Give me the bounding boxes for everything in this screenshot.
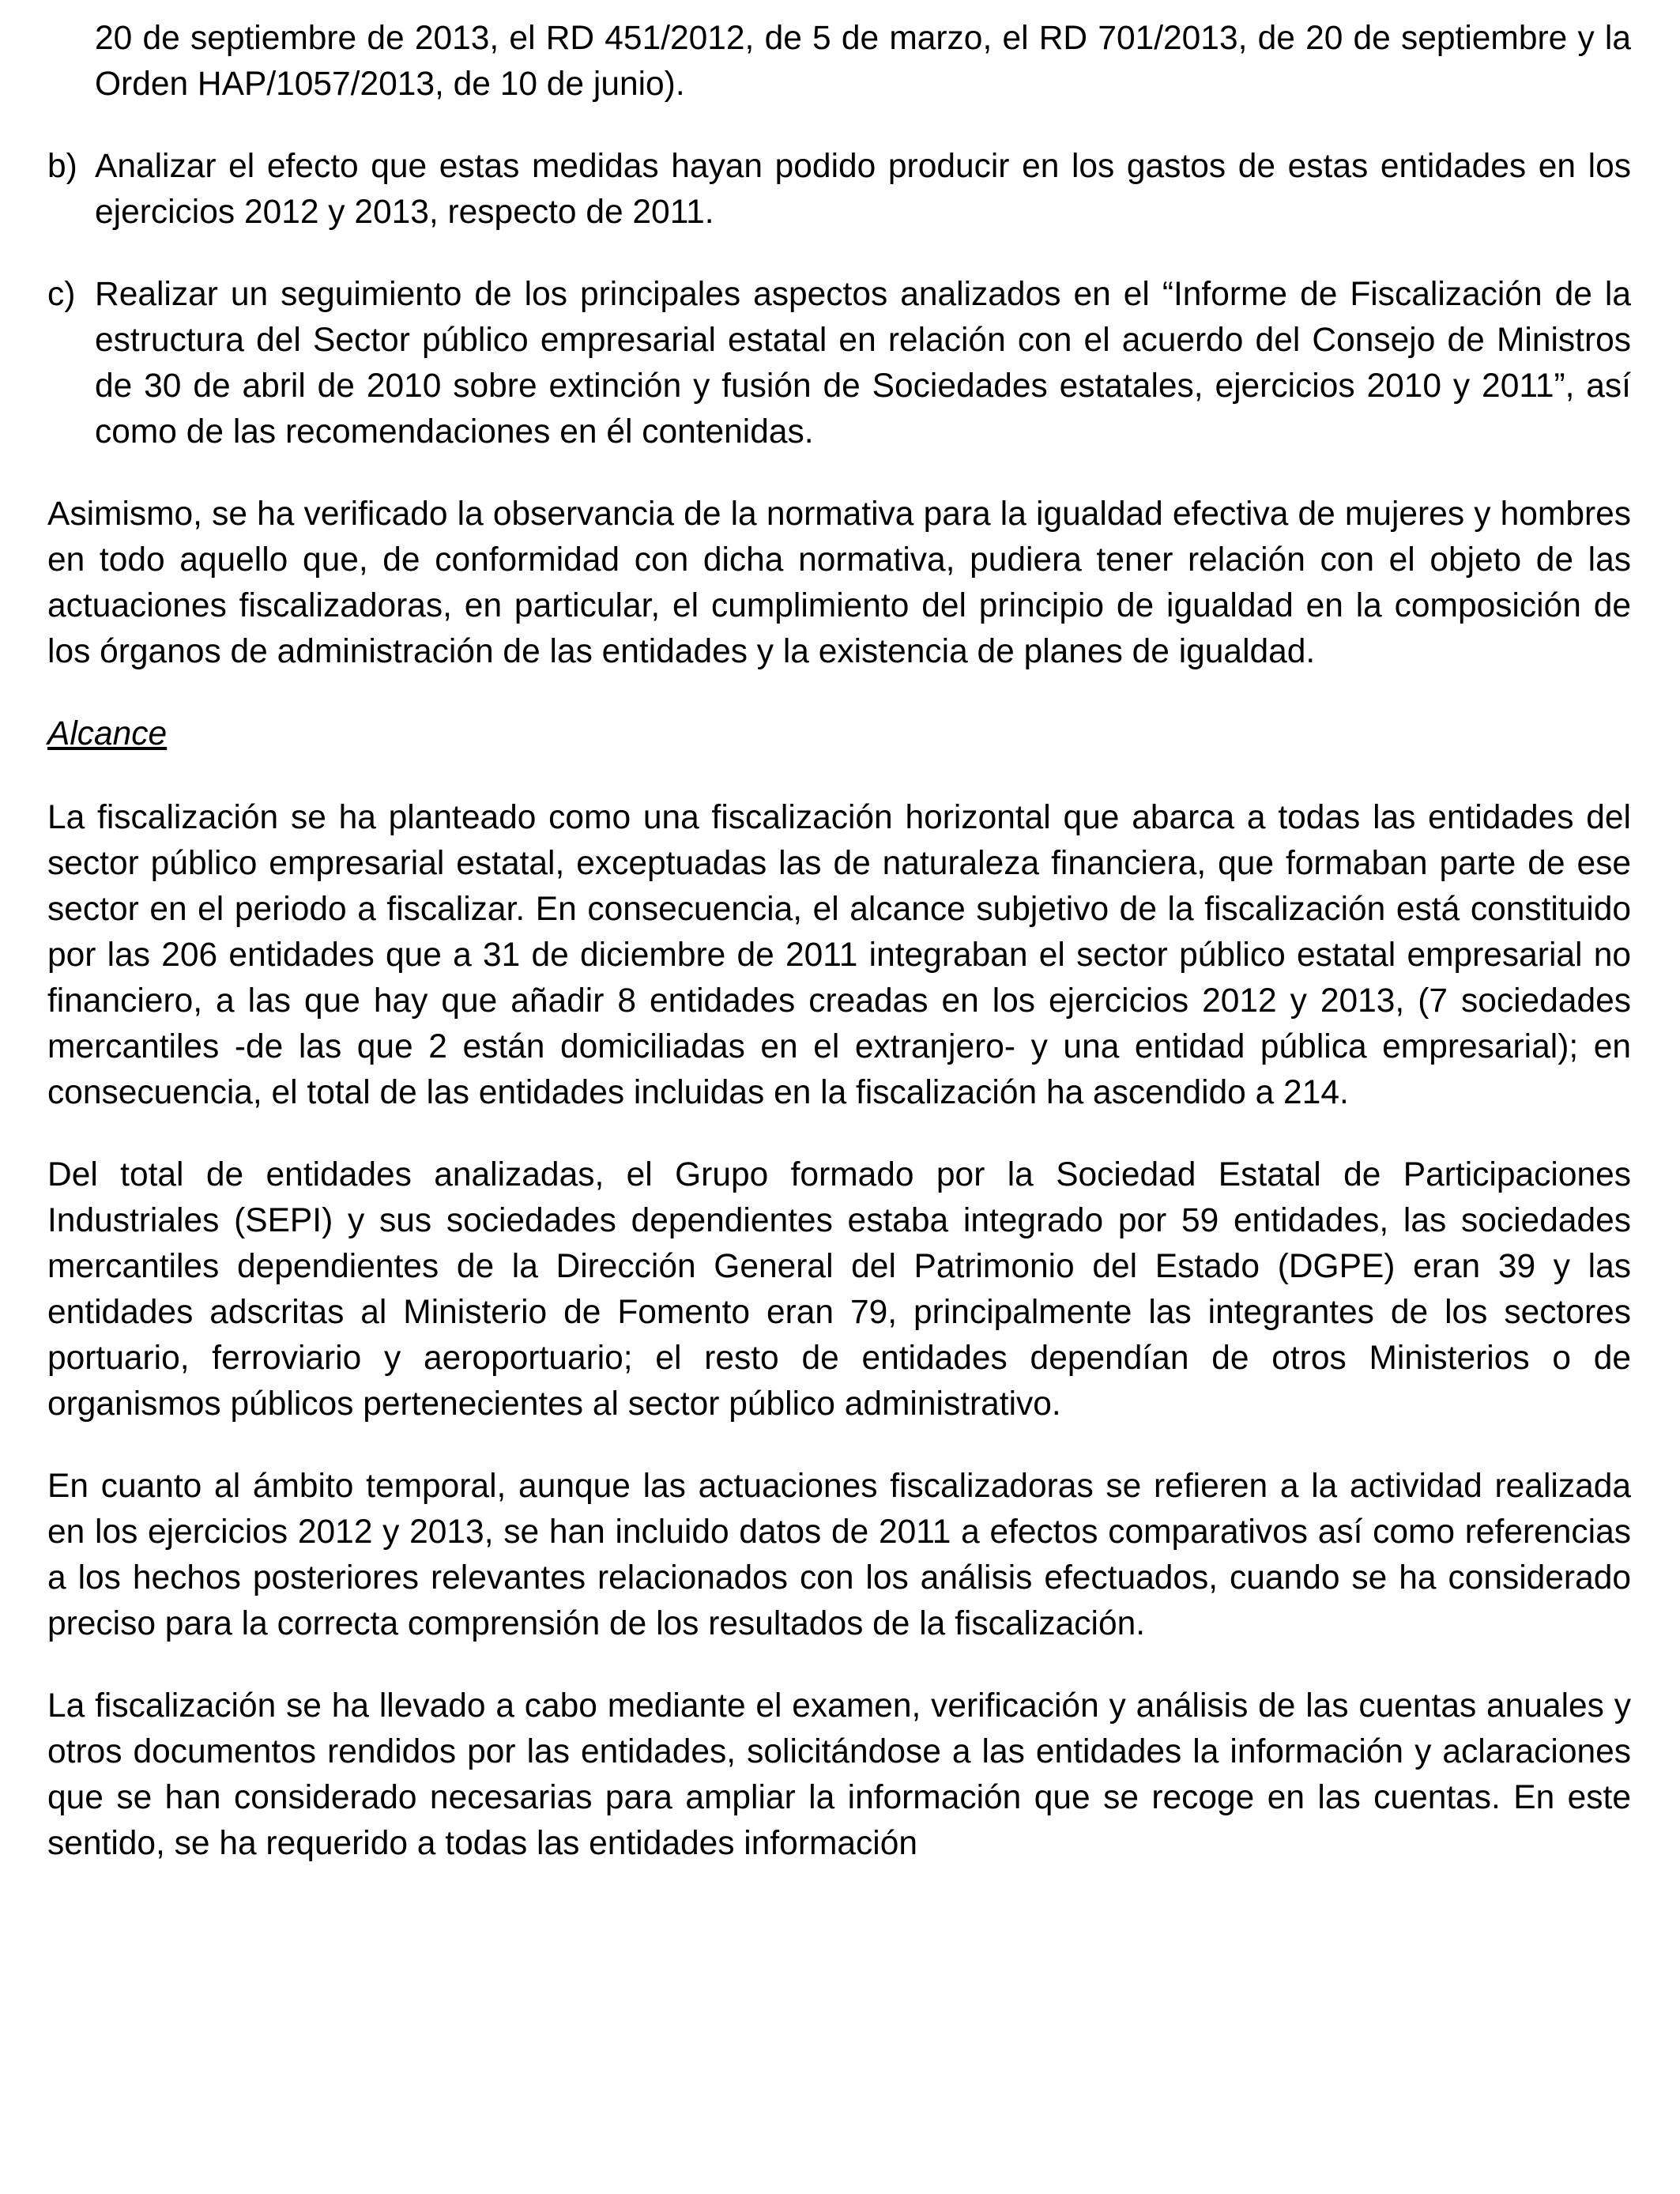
document-page xyxy=(47,16,1631,1903)
list-marker-c: c) xyxy=(47,276,76,313)
list-marker-b: b) xyxy=(47,148,77,185)
list-item-text: Realizar un seguimiento de los principales aspectos analizados en el “Informe de Fiscalización de la estructura del Sector público empresarial estatal en relación con el acuerdo del Consejo de Ministros de 30 de abril de 2010 sobre extinción y fusión de Sociedades estatales, ejercicios 2010 y 2011”, así como de las recomendaciones en él contenidas. xyxy=(95,276,1631,450)
paragraph-igualdad: Asimismo, se ha verificado la observancia de la normativa para la igualdad efectiva de mujeres y hombres en todo aquello que, de conformidad con dicha normativa, pudiera tener relación con el objeto de las actuaciones fiscalizadoras, en particular, el cumplimiento del principio de igualdad en la composición de los órganos de administración de las entidades y la existencia de planes de igualdad. xyxy=(47,496,1631,670)
paragraph-entidades-analizadas: Del total de entidades analizadas, el Grupo formado por la Sociedad Estatal de Participaciones Industriales (SEPI) y sus sociedades dependientes estaba integrado por 59 entidades, las sociedades mercantiles dependientes de la Dirección General del Patrimonio del Estado (DGPE) eran 39 y las entidades adscritas al Ministerio de Fomento eran 79, principalmente las integrantes de los sectores portuario, ferroviario y aeroportuario; el resto de entidades dependían de otros Ministerios o de organismos públicos pertenecientes al sector público administrativo. xyxy=(47,1156,1631,1423)
paragraph-alcance-subjetivo: La fiscalización se ha planteado como una fiscalización horizontal que abarca a todas las entidades del sector público empresarial estatal, exceptuadas las de naturaleza financiera, que formaban parte de ese sector en el periodo a fiscalizar. En consecuencia, el alcance subjetivo de la fiscalización está constituido por las 206 entidades que a 31 de diciembre de 2011 integraban el sector público estatal empresarial no financiero, a las que hay que añadir 8 entidades creadas en los ejercicios 2012 y 2013, (7 sociedades mercantiles -de las que 2 están domiciliadas en el extranjero- y una entidad pública empresarial); en consecuencia, el total de las entidades incluidas en la fiscalización ha ascendido a 214. xyxy=(47,799,1631,1111)
list-item-continuation xyxy=(47,16,1631,107)
list-item-b xyxy=(47,144,1631,236)
paragraph-ambito-temporal: En cuanto al ámbito temporal, aunque las actuaciones fiscalizadoras se refieren a la actividad realizada en los ejercicios 2012 y 2013, se han incluido datos de 2011 a efectos comparativos así como referencias a los hechos posteriores relevantes relacionados con los análisis efectuados, cuando se ha considerado preciso para la correcta comprensión de los resultados de la fiscalización. xyxy=(47,1468,1631,1642)
list-item-c xyxy=(47,272,1631,455)
list-item-text: Analizar el efecto que estas medidas hayan podido producir en los gastos de estas entidades en los ejercicios 2012 y 2013, respecto de 2011. xyxy=(95,148,1631,231)
section-heading-alcance: Alcance xyxy=(47,715,168,752)
paragraph-metodologia: La fiscalización se ha llevado a cabo mediante el examen, verificación y análisis de las cuentas anuales y otros documentos rendidos por las entidades, solicitándose a las entidades la información y aclaraciones que se han considerado necesarias para ampliar la información que se recoge en las cuentas. En este sentido, se ha requerido a todas las entidades información xyxy=(47,1687,1631,1862)
list-item-text: 20 de septiembre de 2013, el RD 451/2012, de 5 de marzo, el RD 701/2013, de 20 de septiembre y la Orden HAP/1057/2013, de 10 de junio). xyxy=(95,20,1631,103)
